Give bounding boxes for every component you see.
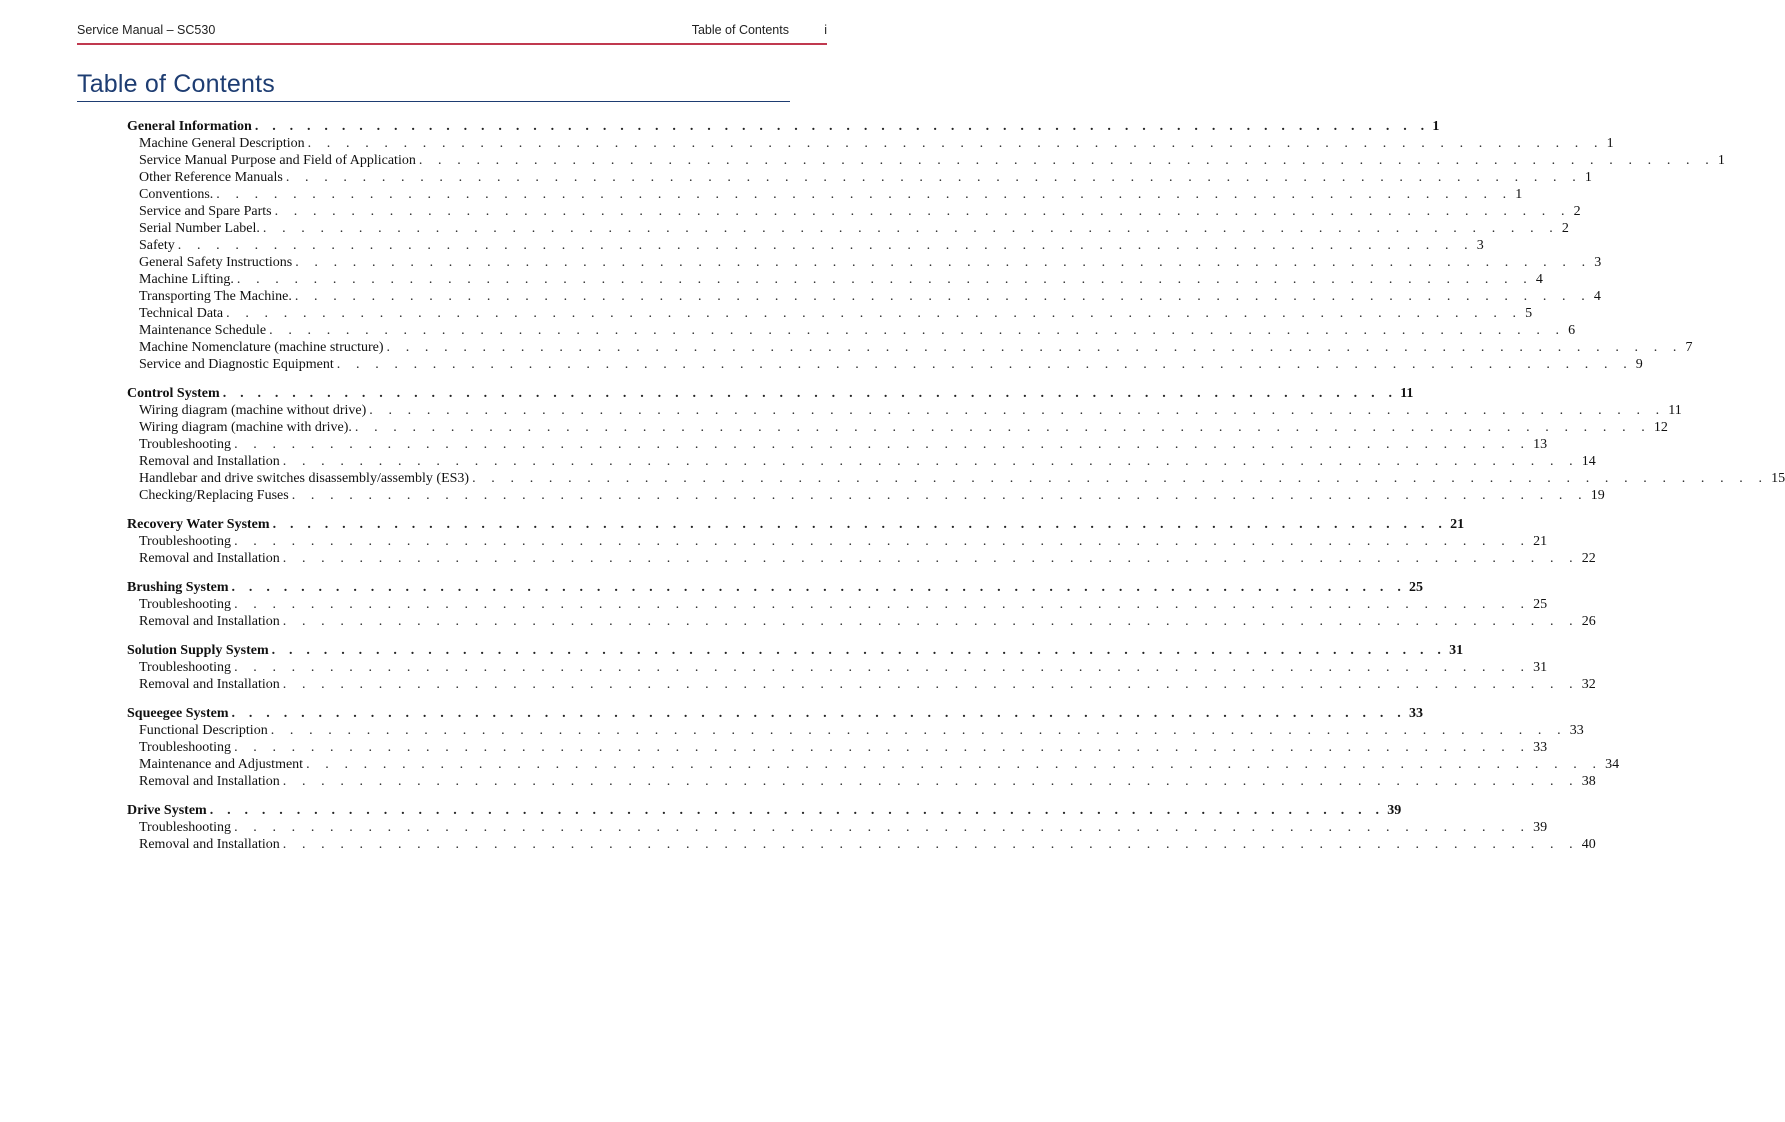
toc-section-heading[interactable] [127, 802, 1402, 819]
toc-entry[interactable] [127, 419, 1668, 436]
toc-section-heading[interactable] [127, 642, 1464, 659]
toc-entry-label: Technical Data [139, 306, 224, 321]
toc-page-number: 4 [1593, 289, 1601, 304]
dot-leader: . . . . . . . . . . . . . . . . . . . . . . . . . . . . . . . . . . . . . . . . . . . . . . . . . . . . . . . . . . . . . . . . . . . . [270, 723, 1567, 738]
toc-entry-label: Machine Nomenclature (machine structure) [139, 340, 384, 355]
toc-page-number: 13 [1533, 437, 1548, 452]
toc-page-number: 21 [1533, 534, 1548, 549]
dot-leader: . . . . . . . . . . . . . . . . . . . . . . . . . . . . . . . . . . . . . . . . . . . . . . . . . . . . . . . . . . . . . . . . . . . . [282, 454, 1579, 469]
toc-entry[interactable] [127, 819, 1548, 836]
header-page-number: i [824, 23, 827, 37]
toc-entry[interactable] [127, 550, 1596, 567]
toc-section-heading[interactable] [127, 579, 1424, 596]
toc-entry[interactable] [127, 436, 1548, 453]
toc-entry-label: Service and Diagnostic Equipment [139, 357, 334, 372]
toc-entry[interactable] [127, 305, 1533, 322]
toc-section [127, 802, 1596, 853]
toc-entry[interactable] [127, 676, 1596, 693]
toc-entry-label: Removal and Installation [139, 614, 280, 629]
dot-leader: . . . . . . . . . . . . . . . . . . . . . . . . . . . . . . . . . . . . . . . . . . . . . . . . . . . . . . . . . . . . . . . . . . . . [236, 272, 1533, 287]
toc-section-heading[interactable] [127, 385, 1414, 402]
toc-entry-label: Transporting The Machine. [139, 289, 292, 304]
toc-page-number: 25 [1409, 580, 1424, 595]
toc-entry-label: Service Manual Purpose and Field of Application [139, 153, 416, 168]
dot-leader: . . . . . . . . . . . . . . . . . . . . . . . . . . . . . . . . . . . . . . . . . . . . . . . . . . . . . . . . . . . . . . . . . . . . [234, 437, 1531, 452]
header-divider [77, 43, 827, 45]
toc-entry-label: Solution Supply System [127, 643, 269, 658]
table-of-contents [127, 118, 1785, 865]
toc-entry[interactable] [127, 722, 1584, 739]
dot-leader: . . . . . . . . . . . . . . . . . . . . . . . . . . . . . . . . . . . . . . . . . . . . . . . . . . . . . . . . . . . . . . . . . . . . [294, 289, 1591, 304]
toc-page-number: 22 [1581, 551, 1596, 566]
dot-leader: . . . . . . . . . . . . . . . . . . . . . . . . . . . . . . . . . . . . . . . . . . . . . . . . . . . . . . . . . . . . . . . . . . . . [272, 517, 1448, 532]
toc-entry[interactable] [127, 773, 1596, 790]
dot-leader: . . . . . . . . . . . . . . . . . . . . . . . . . . . . . . . . . . . . . . . . . . . . . . . . . . . . . . . . . . . . . . . . . . . . [282, 774, 1579, 789]
dot-leader: . . . . . . . . . . . . . . . . . . . . . . . . . . . . . . . . . . . . . . . . . . . . . . . . . . . . . . . . . . . . . . . . . . . . [282, 837, 1579, 852]
toc-page-number: 19 [1590, 488, 1605, 503]
toc-page-number: 21 [1450, 517, 1465, 532]
dot-leader: . . . . . . . . . . . . . . . . . . . . . . . . . . . . . . . . . . . . . . . . . . . . . . . . . . . . . . . . . . . . . . . . . . . . [262, 221, 1559, 236]
toc-page-number: 11 [1400, 386, 1414, 401]
toc-entry-label: Service and Spare Parts [139, 204, 272, 219]
dot-leader: . . . . . . . . . . . . . . . . . . . . . . . . . . . . . . . . . . . . . . . . . . . . . . . . . . . . . . . . . . . . . . . . . . . . [282, 614, 1579, 629]
toc-entry-label: Squeegee System [127, 706, 229, 721]
toc-entry[interactable] [127, 152, 1725, 169]
toc-page-number: 9 [1635, 357, 1643, 372]
toc-entry[interactable] [127, 169, 1592, 186]
toc-page-number: 33 [1569, 723, 1584, 738]
dot-leader: . . . . . . . . . . . . . . . . . . . . . . . . . . . . . . . . . . . . . . . . . . . . . . . . . . . . . . . . . . . . . . . . . . . . [295, 255, 1592, 270]
dot-leader: . . . . . . . . . . . . . . . . . . . . . . . . . . . . . . . . . . . . . . . . . . . . . . . . . . . . . . . . . . . . . . . . . . . . [234, 660, 1531, 675]
dot-leader: . . . . . . . . . . . . . . . . . . . . . . . . . . . . . . . . . . . . . . . . . . . . . . . . . . . . . . . . . . . . . . . . . . . . [231, 580, 1407, 595]
toc-page-number: 1 [1515, 187, 1523, 202]
toc-section [127, 118, 1725, 373]
toc-entry-label: Machine Lifting. [139, 272, 234, 287]
toc-page-number: 31 [1449, 643, 1464, 658]
toc-page-number: 34 [1605, 757, 1620, 772]
dot-leader: . . . . . . . . . . . . . . . . . . . . . . . . . . . . . . . . . . . . . . . . . . . . . . . . . . . . . . . . . . . . . . . . . . . . [234, 534, 1531, 549]
dot-leader: . . . . . . . . . . . . . . . . . . . . . . . . . . . . . . . . . . . . . . . . . . . . . . . . . . . . . . . . . . . . . . . . . . . . [291, 488, 1588, 503]
page-title: Table of Contents [77, 70, 275, 98]
dot-leader: . . . . . . . . . . . . . . . . . . . . . . . . . . . . . . . . . . . . . . . . . . . . . . . . . . . . . . . . . . . . . . . . . . . . [369, 403, 1666, 418]
toc-page-number: 15 [1771, 471, 1785, 486]
dot-leader: . . . . . . . . . . . . . . . . . . . . . . . . . . . . . . . . . . . . . . . . . . . . . . . . . . . . . . . . . . . . . . . . . . . . [234, 820, 1531, 835]
toc-page-number: 14 [1581, 454, 1596, 469]
dot-leader: . . . . . . . . . . . . . . . . . . . . . . . . . . . . . . . . . . . . . . . . . . . . . . . . . . . . . . . . . . . . . . . . . . . . [269, 323, 1566, 338]
toc-entry[interactable] [127, 135, 1614, 152]
toc-entry-label: Removal and Installation [139, 454, 280, 469]
toc-entry-label: Machine General Description [139, 136, 305, 151]
toc-page-number: 38 [1581, 774, 1596, 789]
toc-page-number: 11 [1668, 403, 1682, 418]
dot-leader: . . . . . . . . . . . . . . . . . . . . . . . . . . . . . . . . . . . . . . . . . . . . . . . . . . . . . . . . . . . . . . . . . . . . [418, 153, 1715, 168]
toc-entry-label: Troubleshooting [139, 534, 232, 549]
toc-entry-label: Removal and Installation [139, 551, 280, 566]
toc-page-number: 26 [1581, 614, 1596, 629]
dot-leader: . . . . . . . . . . . . . . . . . . . . . . . . . . . . . . . . . . . . . . . . . . . . . . . . . . . . . . . . . . . . . . . . . . . . [306, 757, 1603, 772]
toc-entry[interactable] [127, 237, 1484, 254]
toc-page-number: 33 [1409, 706, 1423, 721]
toc-entry-label: Serial Number Label. [139, 221, 260, 236]
toc-entry-label: Removal and Installation [139, 677, 280, 692]
toc-section [127, 579, 1596, 630]
toc-entry[interactable] [127, 271, 1543, 288]
toc-entry[interactable] [127, 356, 1643, 373]
toc-entry[interactable] [127, 613, 1596, 630]
toc-entry[interactable] [127, 203, 1581, 220]
toc-entry[interactable] [127, 186, 1523, 203]
dot-leader: . . . . . . . . . . . . . . . . . . . . . . . . . . . . . . . . . . . . . . . . . . . . . . . . . . . . . . . . . . . . . . . . . . . . [234, 740, 1531, 755]
toc-entry[interactable] [127, 288, 1601, 305]
toc-entry-label: Troubleshooting [139, 437, 232, 452]
toc-entry-label: General Safety Instructions [139, 255, 293, 270]
dot-leader: . . . . . . . . . . . . . . . . . . . . . . . . . . . . . . . . . . . . . . . . . . . . . . . . . . . . . . . . . . . . . . . . . . . . [274, 204, 1571, 219]
toc-entry[interactable] [127, 533, 1548, 550]
toc-page-number: 12 [1653, 420, 1668, 435]
toc-page-number: 1 [1606, 136, 1614, 151]
header-manual-name: Service Manual – SC530 [77, 23, 216, 37]
toc-section [127, 385, 1785, 504]
toc-entry-label: Functional Description [139, 723, 268, 738]
toc-entry-label: Troubleshooting [139, 820, 232, 835]
toc-entry-label: Removal and Installation [139, 774, 280, 789]
dot-leader: . . . . . . . . . . . . . . . . . . . . . . . . . . . . . . . . . . . . . . . . . . . . . . . . . . . . . . . . . . . . . . . . . . . . [271, 643, 1447, 658]
dot-leader: . . . . . . . . . . . . . . . . . . . . . . . . . . . . . . . . . . . . . . . . . . . . . . . . . . . . . . . . . . . . . . . . . . . . [216, 187, 1513, 202]
toc-entry-label: Brushing System [127, 580, 229, 595]
toc-entry[interactable] [127, 659, 1548, 676]
toc-entry[interactable] [127, 596, 1548, 613]
dot-leader: . . . . . . . . . . . . . . . . . . . . . . . . . . . . . . . . . . . . . . . . . . . . . . . . . . . . . . . . . . . . . . . . . . . . [307, 136, 1604, 151]
dot-leader: . . . . . . . . . . . . . . . . . . . . . . . . . . . . . . . . . . . . . . . . . . . . . . . . . . . . . . . . . . . . . . . . . . . . [254, 119, 1430, 134]
toc-entry-label: Recovery Water System [127, 517, 270, 532]
toc-page-number: 4 [1535, 272, 1543, 287]
toc-entry-label: Troubleshooting [139, 597, 232, 612]
dot-leader: . . . . . . . . . . . . . . . . . . . . . . . . . . . . . . . . . . . . . . . . . . . . . . . . . . . . . . . . . . . . . . . . . . . . [354, 420, 1651, 435]
toc-entry[interactable] [127, 836, 1596, 853]
dot-leader: . . . . . . . . . . . . . . . . . . . . . . . . . . . . . . . . . . . . . . . . . . . . . . . . . . . . . . . . . . . . . . . . . . . . [336, 357, 1633, 372]
toc-page-number: 31 [1533, 660, 1548, 675]
dot-leader: . . . . . . . . . . . . . . . . . . . . . . . . . . . . . . . . . . . . . . . . . . . . . . . . . . . . . . . . . . . . . . . . . . . . [177, 238, 1474, 253]
dot-leader: . . . . . . . . . . . . . . . . . . . . . . . . . . . . . . . . . . . . . . . . . . . . . . . . . . . . . . . . . . . . . . . . . . . . [231, 706, 1406, 721]
page-header [77, 22, 827, 42]
toc-entry-label: Conventions. [139, 187, 214, 202]
toc-page-number: 6 [1568, 323, 1576, 338]
toc-entry[interactable] [127, 402, 1682, 419]
toc-page-number: 39 [1533, 820, 1548, 835]
toc-section-heading[interactable] [127, 118, 1440, 135]
toc-section [127, 642, 1596, 693]
toc-entry[interactable] [127, 487, 1605, 504]
toc-page-number: 5 [1525, 306, 1533, 321]
toc-section [127, 705, 1620, 790]
toc-entry-label: Removal and Installation [139, 837, 280, 852]
toc-page-number: 40 [1581, 837, 1596, 852]
toc-section [127, 516, 1596, 567]
toc-entry-label: Troubleshooting [139, 740, 232, 755]
toc-entry[interactable] [127, 322, 1576, 339]
toc-page-number: 33 [1533, 740, 1548, 755]
toc-page-number: 3 [1476, 238, 1484, 253]
dot-leader: . . . . . . . . . . . . . . . . . . . . . . . . . . . . . . . . . . . . . . . . . . . . . . . . . . . . . . . . . . . . . . . . . . . . [234, 597, 1531, 612]
toc-entry-label: General Information [127, 119, 252, 134]
dot-leader: . . . . . . . . . . . . . . . . . . . . . . . . . . . . . . . . . . . . . . . . . . . . . . . . . . . . . . . . . . . . . . . . . . . . [282, 551, 1579, 566]
toc-page-number: 1 [1584, 170, 1592, 185]
dot-leader: . . . . . . . . . . . . . . . . . . . . . . . . . . . . . . . . . . . . . . . . . . . . . . . . . . . . . . . . . . . . . . . . . . . . [226, 306, 1523, 321]
toc-section-heading[interactable] [127, 516, 1465, 533]
toc-entry[interactable] [127, 756, 1620, 773]
toc-entry[interactable] [127, 254, 1602, 271]
toc-page-number: 2 [1561, 221, 1569, 236]
toc-entry[interactable] [127, 739, 1548, 756]
toc-entry-label: Other Reference Manuals [139, 170, 283, 185]
toc-entry-label: Maintenance Schedule [139, 323, 267, 338]
toc-page-number: 2 [1573, 204, 1581, 219]
toc-entry-label: Drive System [127, 803, 207, 818]
toc-page-number: 7 [1685, 340, 1693, 355]
toc-entry-label: Wiring diagram (machine without drive) [139, 403, 367, 418]
toc-entry-label: Troubleshooting [139, 660, 232, 675]
toc-section-heading[interactable] [127, 705, 1423, 722]
toc-entry[interactable] [127, 339, 1693, 356]
toc-page-number: 39 [1387, 803, 1402, 818]
toc-entry-label: Control System [127, 386, 220, 401]
toc-entry[interactable] [127, 470, 1785, 487]
toc-page-number: 3 [1594, 255, 1602, 270]
toc-page-number: 1 [1717, 153, 1725, 168]
toc-page-number: 32 [1581, 677, 1596, 692]
toc-page-number: 25 [1533, 597, 1548, 612]
toc-entry-label: Handlebar and drive switches disassembly/assembly (ES3) [139, 471, 470, 486]
toc-entry-label: Safety [139, 238, 175, 253]
dot-leader: . . . . . . . . . . . . . . . . . . . . . . . . . . . . . . . . . . . . . . . . . . . . . . . . . . . . . . . . . . . . . . . . . . . . [472, 471, 1769, 486]
toc-entry-label: Maintenance and Adjustment [139, 757, 304, 772]
toc-entry-label: Wiring diagram (machine with drive). [139, 420, 352, 435]
header-section-name: Table of Contents [691, 23, 789, 37]
dot-leader: . . . . . . . . . . . . . . . . . . . . . . . . . . . . . . . . . . . . . . . . . . . . . . . . . . . . . . . . . . . . . . . . . . . . [222, 386, 1398, 401]
toc-entry[interactable] [127, 220, 1569, 237]
dot-leader: . . . . . . . . . . . . . . . . . . . . . . . . . . . . . . . . . . . . . . . . . . . . . . . . . . . . . . . . . . . . . . . . . . . . [386, 340, 1683, 355]
title-divider [77, 101, 790, 102]
dot-leader: . . . . . . . . . . . . . . . . . . . . . . . . . . . . . . . . . . . . . . . . . . . . . . . . . . . . . . . . . . . . . . . . . . . . [209, 803, 1385, 818]
toc-entry-label: Checking/Replacing Fuses [139, 488, 289, 503]
dot-leader: . . . . . . . . . . . . . . . . . . . . . . . . . . . . . . . . . . . . . . . . . . . . . . . . . . . . . . . . . . . . . . . . . . . . [282, 677, 1579, 692]
dot-leader: . . . . . . . . . . . . . . . . . . . . . . . . . . . . . . . . . . . . . . . . . . . . . . . . . . . . . . . . . . . . . . . . . . . . [285, 170, 1582, 185]
toc-entry[interactable] [127, 453, 1596, 470]
toc-page-number: 1 [1432, 119, 1440, 134]
